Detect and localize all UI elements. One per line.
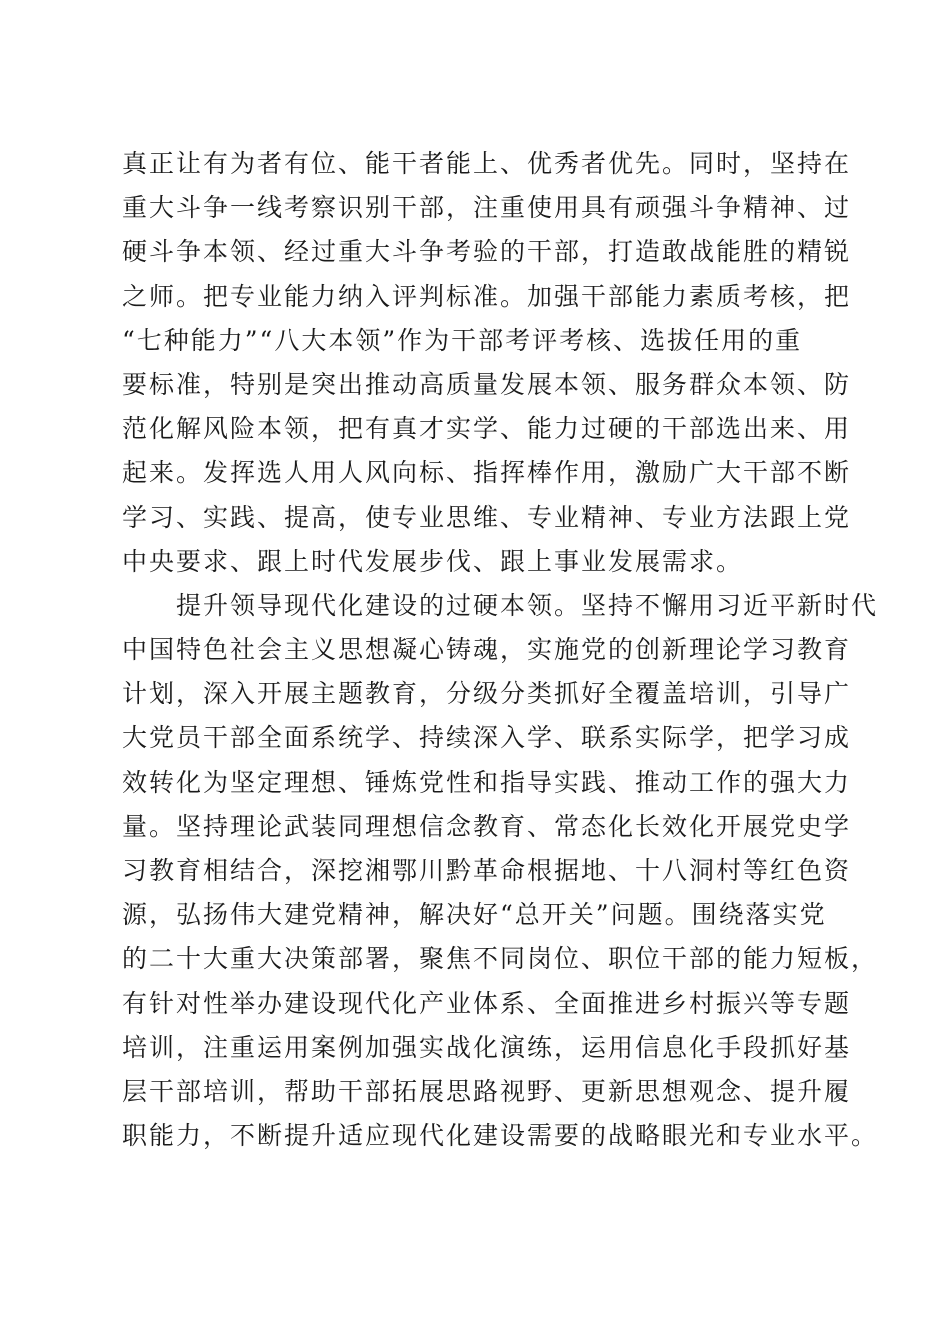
- text-line-22: 层干部培训，帮助干部拓展思路视野、更新思想观念、提升履: [122, 1076, 852, 1106]
- text-line-18: 源，弘扬伟大建党精神，解决好“总开关”问题。围绕落实党: [122, 900, 827, 930]
- text-line-2: 重大斗争一线考察识别干部，注重使用具有顽强斗争精神、过: [122, 193, 852, 223]
- text-line-9: 学习、实践、提高，使专业思维、专业精神、专业方法跟上党: [122, 502, 852, 532]
- text-line-8: 起来。发挥选人用人风向标、指挥棒作用，激励广大干部不断: [122, 458, 852, 488]
- text-line-7: 范化解风险本领，把有真才实学、能力过硬的干部选出来、用: [122, 414, 852, 444]
- text-line-21: 培训，注重运用案例加强实战化演练，运用信息化手段抓好基: [122, 1032, 852, 1062]
- text-line-14: 大党员干部全面系统学、持续深入学、联系实际学，把学习成: [122, 723, 852, 753]
- text-line-13: 计划，深入开展主题教育，分级分类抓好全覆盖培训，引导广: [122, 679, 852, 709]
- text-line-6: 要标准，特别是突出推动高质量发展本领、服务群众本领、防: [122, 369, 852, 399]
- text-line-10: 中央要求、跟上时代发展步伐、跟上事业发展需求。: [122, 546, 744, 576]
- text-line-17: 习教育相结合，深挖湘鄂川黔革命根据地、十八洞村等红色资: [122, 856, 852, 885]
- text-line-15: 效转化为坚定理想、锤炼党性和指导实践、推动工作的强大力: [122, 767, 852, 797]
- text-line-19: 的二十大重大决策部署，聚焦不同岗位、职位干部的能力短板，: [122, 944, 879, 974]
- text-line-11: 提升领导现代化建设的过硬本领。坚持不懈用习近平新时代: [122, 590, 879, 620]
- text-line-3: 硬斗争本领、经过重大斗争考验的干部，打造敢战能胜的精锐: [122, 237, 852, 267]
- text-line-12: 中国特色社会主义思想凝心铸魂，实施党的创新理论学习教育: [122, 635, 852, 665]
- text-line-16: 量。坚持理论武装同理想信念教育、常态化长效化开展党史学: [122, 811, 852, 841]
- body-text: [122, 142, 882, 1158]
- text-line-5: “七种能力”“八大本领”作为干部考评考核、选拔任用的重: [122, 325, 803, 355]
- text-line-1: 真正让有为者有位、能干者能上、优秀者优先。同时，坚持在: [122, 149, 852, 178]
- text-line-23: 职能力，不断提升适应现代化建设需要的战略眼光和专业水平。: [122, 1121, 879, 1151]
- text-line-4: 之师。把专业能力纳入评判标准。加强干部能力素质考核，把: [122, 281, 852, 311]
- text-line-20: 有针对性举办建设现代化产业体系、全面推进乡村振兴等专题: [122, 988, 852, 1018]
